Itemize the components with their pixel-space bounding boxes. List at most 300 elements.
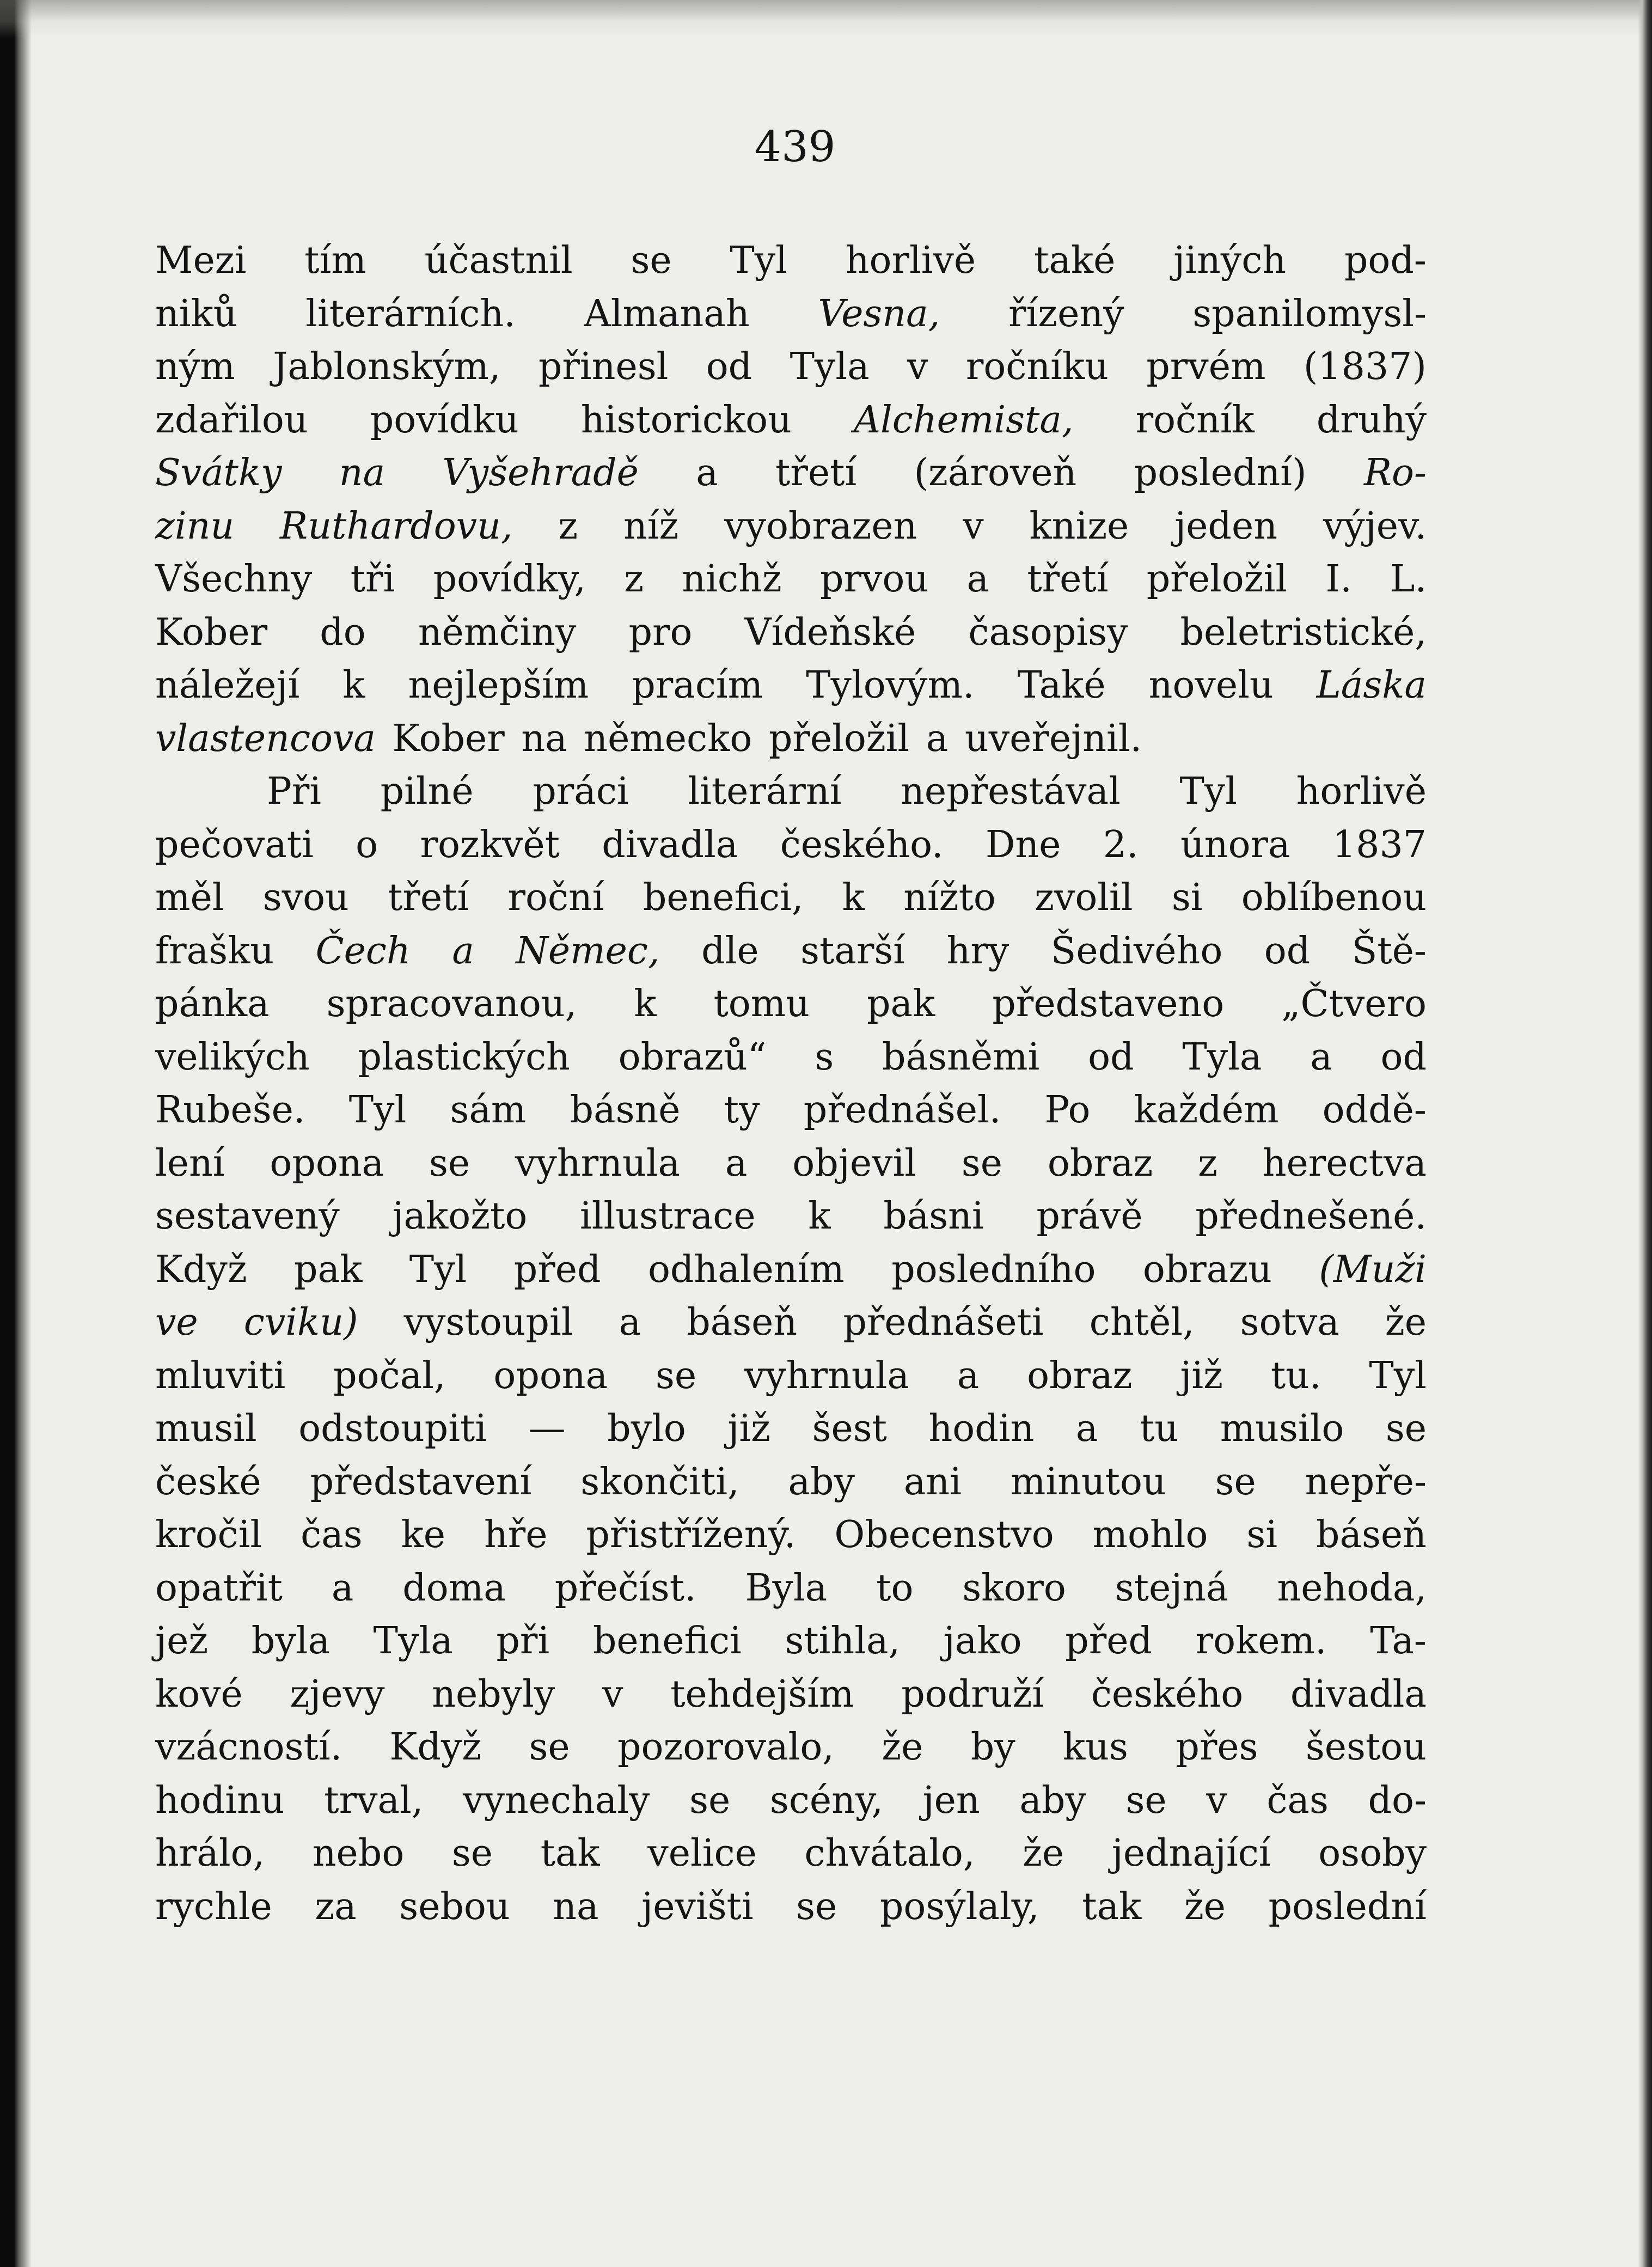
word: z: [624, 558, 644, 601]
word: osoby: [1318, 1832, 1427, 1875]
word: horlivě: [1296, 770, 1427, 813]
word: a: [725, 1141, 748, 1185]
text-line: [155, 1349, 1427, 1403]
word: zjevy: [290, 1672, 385, 1716]
word: se: [796, 1885, 837, 1928]
text-line: [155, 288, 1427, 341]
word: frašku: [155, 929, 274, 973]
word: měl: [155, 876, 224, 919]
word: jakožto: [392, 1195, 528, 1238]
word: aby: [1019, 1779, 1086, 1822]
word: skoro: [962, 1566, 1066, 1610]
word: Vyšehradě: [442, 451, 639, 494]
word: (Muži: [1319, 1248, 1427, 1291]
word: přednášeti: [843, 1301, 1044, 1344]
text-line: [155, 765, 1427, 818]
word: přistřížený.: [586, 1513, 796, 1556]
word: z: [1198, 1141, 1217, 1185]
word: přeložil: [768, 717, 910, 760]
word: to: [876, 1566, 914, 1610]
word: prvém: [1146, 345, 1266, 388]
text-line: [155, 1774, 1427, 1828]
word: niků: [155, 292, 237, 335]
word: kročil: [155, 1513, 262, 1556]
word: 1837: [1332, 823, 1427, 866]
word: zvolil: [1035, 876, 1133, 919]
word: Vídeňské: [744, 610, 916, 654]
word: oddě-: [1322, 1089, 1427, 1132]
word: poslední: [1268, 1885, 1427, 1928]
text-line: [155, 1456, 1427, 1509]
word: že: [882, 1726, 923, 1769]
word: sám: [450, 1089, 527, 1132]
word: stihla,: [785, 1620, 901, 1663]
word: Ro-: [1363, 451, 1427, 494]
word: benefici: [592, 1620, 742, 1663]
text-line: [155, 1562, 1427, 1615]
word: v: [963, 504, 984, 548]
word: že: [1184, 1885, 1226, 1928]
word: Tyl: [348, 1089, 407, 1132]
text-line: [155, 712, 1427, 766]
word: o: [356, 823, 378, 866]
word: se: [1215, 1460, 1256, 1504]
word: Když: [389, 1726, 482, 1769]
word: Tyla: [790, 345, 870, 388]
text-line: [155, 1137, 1427, 1190]
word: přednešené.: [1195, 1195, 1427, 1238]
text-line: [155, 606, 1427, 659]
word: Kober: [155, 610, 268, 654]
word: Tylovým.: [806, 664, 975, 707]
word: Láska: [1316, 664, 1427, 707]
word: si: [1246, 1513, 1278, 1556]
word: náležejí: [155, 664, 300, 707]
word: Mezi: [155, 239, 247, 282]
word: Němec,: [516, 929, 660, 973]
word: opatřit: [155, 1566, 283, 1610]
word: počal,: [333, 1354, 446, 1397]
page-number: 439: [754, 123, 836, 172]
word: dle: [701, 929, 759, 973]
text-line: [155, 340, 1427, 394]
word: Také: [1017, 664, 1106, 707]
word: do-: [1368, 1779, 1427, 1822]
word: v: [1206, 1779, 1227, 1822]
word: nepřestával: [901, 770, 1121, 813]
word: z: [558, 504, 578, 548]
word: vyhrnula: [515, 1141, 681, 1185]
word: tři: [350, 558, 395, 601]
word: vlastencova: [155, 717, 376, 760]
word: Rubeše.: [155, 1089, 305, 1132]
word: Všechny: [155, 558, 313, 601]
word: již: [1180, 1354, 1223, 1397]
word: šestou: [1305, 1726, 1427, 1769]
word: přeložil: [1146, 558, 1288, 601]
word: opona: [270, 1141, 384, 1185]
text-line: [155, 394, 1427, 447]
word: uveřejnil.: [964, 717, 1142, 760]
text-line: [155, 447, 1427, 500]
word: literární: [688, 770, 842, 813]
word: chtěl,: [1089, 1301, 1195, 1344]
word: sestavený: [155, 1195, 340, 1238]
word: od: [1088, 1035, 1134, 1079]
word: přes: [1176, 1726, 1258, 1769]
word: Šedivého: [1050, 929, 1223, 973]
word: Tyl: [1369, 1354, 1427, 1397]
word: pracím: [632, 664, 763, 707]
text-line: [155, 234, 1427, 288]
word: jako: [943, 1620, 1022, 1663]
text-line: [155, 553, 1427, 606]
word: šest: [812, 1407, 887, 1450]
word: českého: [1091, 1672, 1244, 1716]
word: posýlaly,: [879, 1885, 1039, 1928]
word: od: [1380, 1035, 1427, 1079]
word: stejná: [1115, 1566, 1228, 1610]
word: mohlo: [1092, 1513, 1208, 1556]
word: trval,: [324, 1779, 424, 1822]
word: a: [1310, 1035, 1332, 1079]
word: práci: [533, 770, 629, 813]
word: představení: [310, 1460, 532, 1504]
word: jevišti: [641, 1885, 754, 1928]
word: kové: [155, 1672, 243, 1716]
word: (zároveň: [914, 451, 1077, 494]
word: Tyla: [1182, 1035, 1262, 1079]
word: a: [452, 929, 474, 973]
word: Vesna,: [818, 292, 940, 335]
word: nichž: [682, 558, 782, 601]
word: a: [1075, 1407, 1098, 1450]
word: se: [1385, 1407, 1427, 1450]
word: knize: [1029, 504, 1129, 548]
word: literárních.: [305, 292, 516, 335]
word: spracovanou,: [326, 982, 577, 1025]
text-line: [155, 1668, 1427, 1721]
word: hře: [484, 1513, 548, 1556]
word: nepře-: [1305, 1460, 1427, 1504]
text-line: [155, 925, 1427, 978]
word: rychle: [155, 1885, 272, 1928]
word: Tyl: [730, 239, 787, 282]
word: opona: [493, 1354, 608, 1397]
word: benefici,: [643, 876, 804, 919]
word: pečovati: [155, 823, 314, 866]
word: čas: [301, 1513, 363, 1556]
word: Ruthardovu,: [280, 504, 513, 548]
word: bylo: [607, 1407, 686, 1450]
word: také: [1034, 239, 1116, 282]
word: Při: [267, 770, 322, 813]
word: Čech: [315, 929, 411, 973]
word: do: [320, 610, 366, 654]
word: odhalením: [647, 1248, 845, 1291]
word: vyhrnula: [744, 1354, 909, 1397]
word: prvou: [819, 558, 929, 601]
text-line: [155, 818, 1427, 872]
word: nehoda,: [1277, 1566, 1427, 1610]
word: —: [528, 1407, 566, 1450]
word: tak: [1082, 1885, 1142, 1928]
word: a: [331, 1566, 354, 1610]
text-line: [155, 871, 1427, 925]
word: hrálo,: [155, 1832, 265, 1875]
scan-shadow-right: [1638, 0, 1652, 2267]
word: básni: [883, 1195, 984, 1238]
word: k: [842, 876, 865, 919]
word: Kober: [392, 717, 505, 760]
word: že: [1385, 1301, 1427, 1344]
word: divadla: [602, 823, 738, 866]
word: pozorovalo,: [617, 1726, 834, 1769]
word: hodin: [928, 1407, 1035, 1450]
word: I.: [1325, 558, 1352, 601]
word: sebou: [399, 1885, 510, 1928]
word: obraz: [1047, 1141, 1153, 1185]
word: sotva: [1240, 1301, 1339, 1344]
word: plastických: [358, 1035, 570, 1079]
word: na: [339, 451, 386, 494]
word: Ta-: [1370, 1620, 1427, 1663]
word: velice: [647, 1832, 757, 1875]
word: tu: [1140, 1407, 1179, 1450]
text-line: [155, 1615, 1427, 1668]
word: musil: [155, 1407, 257, 1450]
word: třetí: [1027, 558, 1109, 601]
word: v: [907, 345, 928, 388]
word: a: [696, 451, 718, 494]
word: přednášel.: [803, 1089, 1001, 1132]
word: pod-: [1344, 239, 1427, 282]
word: ročník: [1135, 398, 1255, 442]
word: jež: [155, 1620, 209, 1663]
word: již: [727, 1407, 771, 1450]
word: Tyl: [409, 1248, 467, 1291]
text-line: [155, 1031, 1427, 1084]
word: jednající: [1111, 1832, 1271, 1875]
text-line: [155, 1880, 1427, 1934]
word: německo: [584, 717, 752, 760]
text-line: [155, 1243, 1427, 1297]
word: časopisy: [968, 610, 1128, 654]
word: starší: [800, 929, 905, 973]
word: na: [553, 1885, 599, 1928]
word: se: [689, 1779, 731, 1822]
scan-shadow-left: [0, 0, 32, 2267]
word: jiných: [1173, 239, 1287, 282]
word: spanilomysl-: [1192, 292, 1427, 335]
word: historickou: [580, 398, 792, 442]
text-line: [155, 1827, 1427, 1880]
word: představeno: [992, 982, 1225, 1025]
word: Tyla: [373, 1620, 453, 1663]
word: pánka: [155, 982, 270, 1025]
word: němčiny: [418, 610, 577, 654]
text-line: [155, 500, 1427, 553]
word: chvátalo,: [804, 1832, 975, 1875]
word: ve: [155, 1301, 198, 1344]
word: skončiti,: [580, 1460, 739, 1504]
word: zinu: [155, 504, 235, 548]
text-line: [155, 1402, 1427, 1456]
word: rokem.: [1195, 1620, 1327, 1663]
word: jen: [922, 1779, 980, 1822]
word: pro: [628, 610, 693, 654]
word: od: [706, 345, 752, 388]
word: vynechaly: [463, 1779, 650, 1822]
word: tak: [540, 1832, 600, 1875]
word: kus: [1063, 1726, 1128, 1769]
word: povídky,: [433, 558, 586, 601]
word: básně: [570, 1089, 681, 1132]
word: pak: [867, 982, 935, 1025]
word: tím: [304, 239, 366, 282]
word: na: [521, 717, 567, 760]
word: přečíst.: [554, 1566, 696, 1610]
word: zdařilou: [155, 398, 308, 442]
word: nížto: [903, 876, 996, 919]
word: svou: [262, 876, 349, 919]
word: oblíbenou: [1241, 876, 1427, 919]
word: roční: [507, 876, 604, 919]
word: výjev.: [1323, 504, 1427, 548]
text-line: [155, 1190, 1427, 1243]
word: vzácností.: [155, 1726, 342, 1769]
word: ke: [401, 1513, 446, 1556]
word: 2.: [1103, 823, 1139, 866]
text-line: [155, 1296, 1427, 1349]
word: podruží: [901, 1672, 1044, 1716]
word: velikých: [155, 1035, 310, 1079]
word: k: [634, 982, 657, 1025]
word: aby: [788, 1460, 855, 1504]
word: beletristické,: [1180, 610, 1427, 654]
word: se: [961, 1141, 1003, 1185]
word: se: [529, 1726, 570, 1769]
word: k: [342, 664, 365, 707]
word: pilné: [380, 770, 474, 813]
word: že: [1023, 1832, 1064, 1875]
word: (1837): [1303, 345, 1427, 388]
word: při: [496, 1620, 550, 1663]
word: minutou: [1010, 1460, 1166, 1504]
word: Tyl: [1179, 770, 1237, 813]
word: tomu: [713, 982, 810, 1025]
word: února: [1180, 823, 1290, 866]
word: třetí: [388, 876, 469, 919]
word: nebyly: [432, 1672, 555, 1716]
word: každém: [1134, 1089, 1279, 1132]
word: a: [926, 717, 949, 760]
word: Ště-: [1351, 929, 1427, 973]
scan-shadow-top: [0, 0, 1652, 38]
text-line: [155, 1721, 1427, 1774]
word: tehdejším: [670, 1672, 854, 1716]
word: mluviti: [155, 1354, 286, 1397]
word: tu.: [1270, 1354, 1321, 1397]
text-line: [155, 1508, 1427, 1562]
word: si: [1171, 876, 1203, 919]
body-text: [155, 234, 1427, 1933]
word: illustrace: [580, 1195, 756, 1238]
word: Almanah: [584, 292, 750, 335]
word: Obecenstvo: [834, 1513, 1054, 1556]
word: účastnil: [424, 239, 573, 282]
word: obrazů“: [618, 1035, 767, 1079]
word: a: [966, 558, 989, 601]
word: novelu: [1148, 664, 1274, 707]
word: před: [1065, 1620, 1152, 1663]
word: herectva: [1262, 1141, 1427, 1185]
word: poslední): [1134, 451, 1307, 494]
word: nejlepším: [408, 664, 589, 707]
word: třetí: [775, 451, 857, 494]
word: s: [815, 1035, 834, 1079]
word: povídku: [370, 398, 519, 442]
word: obraz: [1027, 1354, 1133, 1397]
word: a: [619, 1301, 641, 1344]
word: musilo: [1220, 1407, 1344, 1450]
word: ným: [155, 345, 235, 388]
word: Dne: [985, 823, 1061, 866]
word: české: [155, 1460, 261, 1504]
word: doma: [402, 1566, 506, 1610]
word: ani: [903, 1460, 962, 1504]
word: od: [1264, 929, 1311, 973]
word: druhý: [1316, 398, 1427, 442]
word: L.: [1390, 558, 1427, 601]
word: obrazu: [1142, 1248, 1272, 1291]
word: „Čtvero: [1281, 982, 1427, 1025]
word: lení: [155, 1141, 225, 1185]
word: Alchemista,: [853, 398, 1074, 442]
word: báseň: [1316, 1513, 1427, 1556]
word: objevil: [792, 1141, 917, 1185]
word: divadla: [1290, 1672, 1427, 1716]
text-line: [155, 659, 1427, 712]
word: za: [315, 1885, 357, 1928]
word: básněmi: [882, 1035, 1040, 1079]
word: hry: [946, 929, 1009, 973]
word: odstoupiti: [298, 1407, 487, 1450]
word: jeden: [1174, 504, 1278, 548]
word: pak: [294, 1248, 363, 1291]
text-line: [155, 1084, 1427, 1137]
word: se: [631, 239, 672, 282]
word: cviku): [243, 1301, 358, 1344]
word: scény,: [769, 1779, 883, 1822]
word: se: [429, 1141, 470, 1185]
word: Jablonským,: [273, 345, 501, 388]
word: se: [1125, 1779, 1167, 1822]
word: posledního: [891, 1248, 1096, 1291]
word: Po: [1044, 1089, 1091, 1132]
word: k: [808, 1195, 831, 1238]
word: v: [602, 1672, 623, 1716]
word: horlivě: [845, 239, 976, 282]
word: vyobrazen: [724, 504, 917, 548]
word: nebo: [312, 1832, 405, 1875]
word: řízený: [1008, 292, 1124, 335]
word: se: [655, 1354, 697, 1397]
word: přinesl: [538, 345, 669, 388]
word: právě: [1036, 1195, 1143, 1238]
word: rozkvět: [420, 823, 560, 866]
word: ročníku: [965, 345, 1109, 388]
